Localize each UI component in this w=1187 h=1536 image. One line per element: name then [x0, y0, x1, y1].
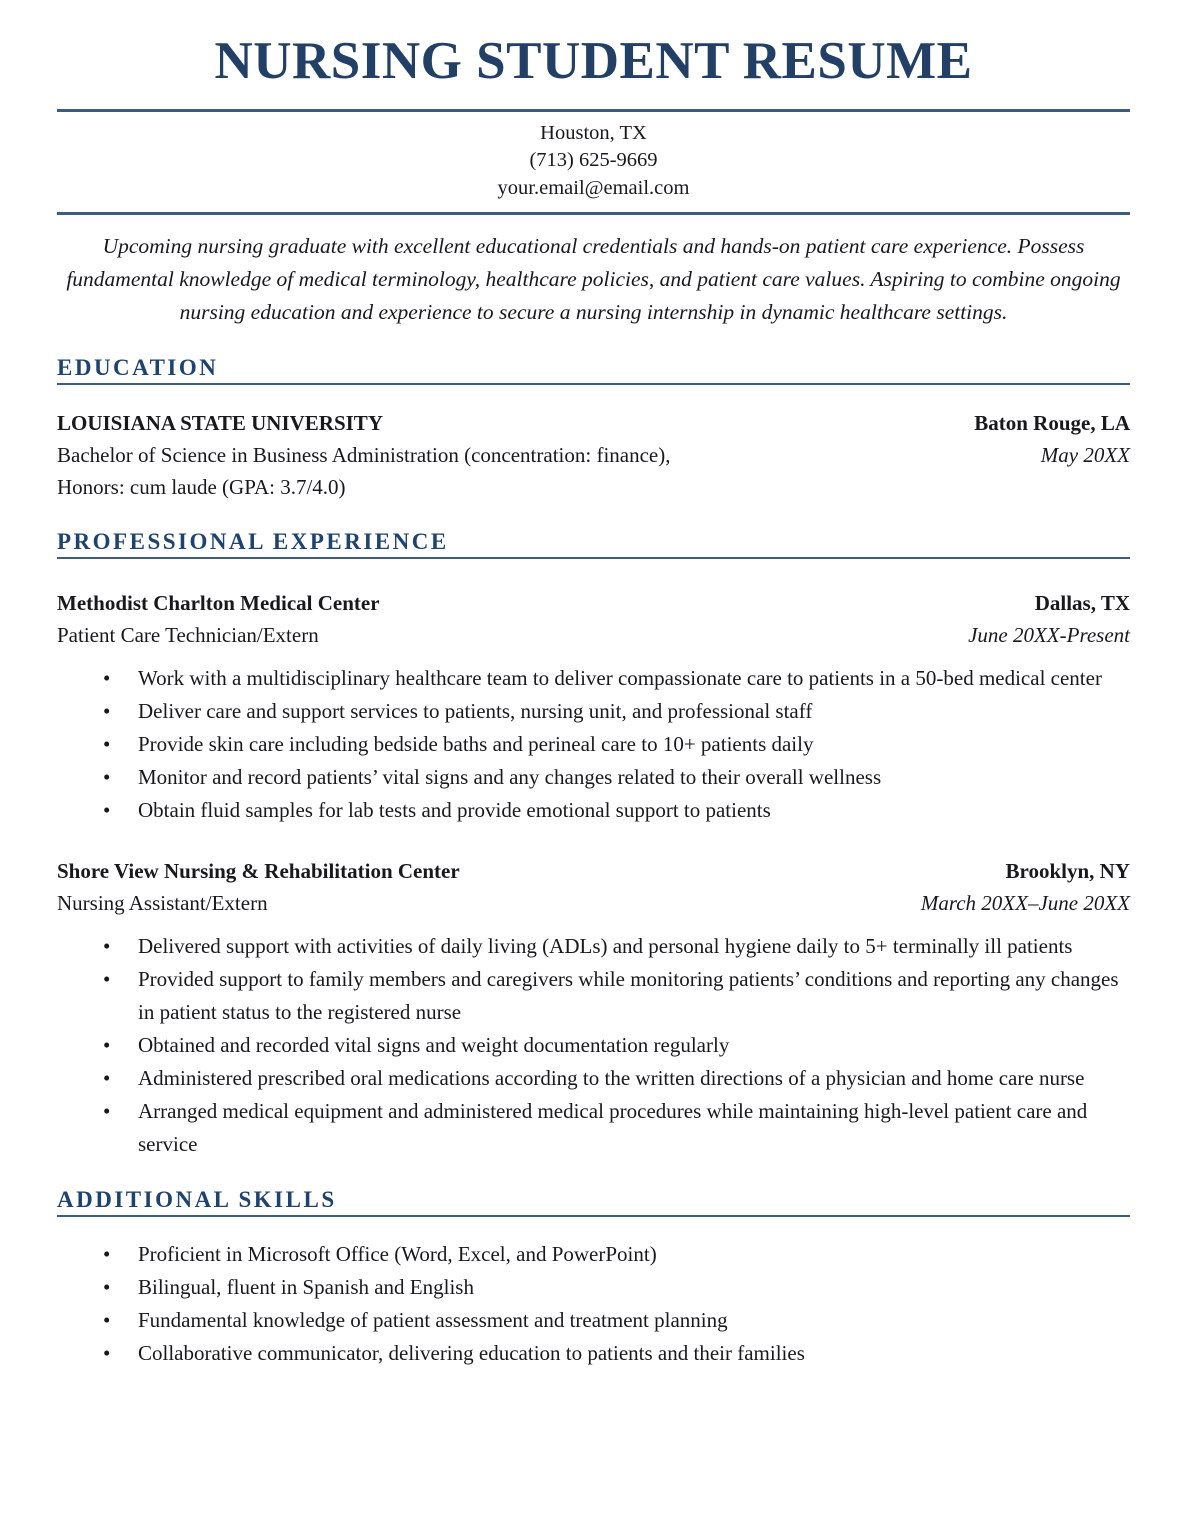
job-bullet-item: • Obtained and recorded vital signs and weight documentation regularly	[103, 1029, 1130, 1062]
job-row-company	[57, 855, 1130, 887]
job-row-title	[57, 887, 1130, 919]
contact-email: your.email@email.com	[497, 176, 690, 199]
page-title: NURSING STUDENT RESUME	[214, 32, 973, 90]
section-heading-education: EDUCATION	[57, 355, 1130, 385]
section-heading-skills: ADDITIONAL SKILLS	[57, 1187, 1130, 1217]
job-bullet-item: • Monitor and record patients’ vital signs and any changes related to their overall wellness	[103, 761, 1130, 794]
job-bullet-list	[57, 930, 1130, 1161]
skills-bullet-list	[57, 1238, 1130, 1370]
skill-bullet-item: • Bilingual, fluent in Spanish and English	[103, 1271, 1130, 1304]
education-section	[57, 407, 1130, 503]
education-row-school	[57, 407, 1130, 439]
contact-block	[57, 112, 1130, 213]
job-location: Dallas, TX	[1034, 591, 1130, 616]
education-honors: Honors: cum laude (GPA: 3.7/4.0)	[57, 475, 346, 500]
skill-bullet-item: • Proficient in Microsoft Office (Word, Excel, and PowerPoint)	[103, 1238, 1130, 1271]
job-location: Brooklyn, NY	[1005, 859, 1130, 884]
job-bullet-item: • Delivered support with activities of daily living (ADLs) and personal hygiene daily to 5+ terminally ill patients	[103, 930, 1130, 963]
education-row-honors	[57, 471, 1130, 503]
job-entry-shore-view	[57, 855, 1130, 1161]
education-row-degree	[57, 439, 1130, 471]
skill-bullet-item: • Fundamental knowledge of patient assessment and treatment planning	[103, 1304, 1130, 1337]
job-bullet-item: • Provide skin care including bedside baths and perineal care to 10+ patients daily	[103, 728, 1130, 761]
summary-paragraph: Upcoming nursing graduate with excellent educational credentials and hands-on patient care experience. Possess fundamental knowledge of medical terminology, healthcare policies, and patient care values. Aspiring to combine ongoing nursing education and experience to secure a nursing internship in dynamic healthcare settings.	[66, 234, 1121, 325]
job-bullet-item: • Arranged medical equipment and administered medical procedures while maintaining high-level patient care and service	[103, 1095, 1130, 1161]
header-rule-bottom	[57, 212, 1130, 215]
job-row-title	[57, 619, 1130, 651]
job-bullet-item: • Administered prescribed oral medications according to the written directions of a physician and home care nurse	[103, 1062, 1130, 1095]
job-bullet-item: • Obtain fluid samples for lab tests and provide emotional support to patients	[103, 794, 1130, 827]
job-title: Patient Care Technician/Extern	[57, 623, 319, 648]
contact-location: Houston, TX	[540, 121, 647, 144]
job-dates: March 20XX–June 20XX	[920, 891, 1130, 916]
education-degree: Bachelor of Science in Business Administration (concentration: finance),	[57, 443, 671, 468]
contact-phone: (713) 625-9669	[529, 149, 658, 172]
section-heading-experience: PROFESSIONAL EXPERIENCE	[57, 529, 1130, 559]
job-entry-methodist	[57, 587, 1130, 827]
job-bullet-item: • Work with a multidisciplinary healthcare team to deliver compassionate care to patients in a 50-bed medical center	[103, 662, 1130, 695]
job-row-company	[57, 587, 1130, 619]
education-location: Baton Rouge, LA	[974, 411, 1130, 436]
job-bullet-item: • Deliver care and support services to patients, nursing unit, and professional staff	[103, 695, 1130, 728]
job-company: Methodist Charlton Medical Center	[57, 591, 380, 616]
job-bullet-list	[57, 662, 1130, 827]
job-dates: June 20XX-Present	[968, 623, 1130, 648]
education-school: LOUISIANA STATE UNIVERSITY	[57, 411, 383, 436]
job-company: Shore View Nursing & Rehabilitation Center	[57, 859, 460, 884]
education-date: May 20XX	[1040, 443, 1130, 468]
job-bullet-item: • Provided support to family members and caregivers while monitoring patients’ conditions and reporting any changes in patient status to the registered nurse	[103, 963, 1130, 1029]
job-title: Nursing Assistant/Extern	[57, 891, 268, 916]
skill-bullet-item: • Collaborative communicator, delivering education to patients and their families	[103, 1337, 1130, 1370]
